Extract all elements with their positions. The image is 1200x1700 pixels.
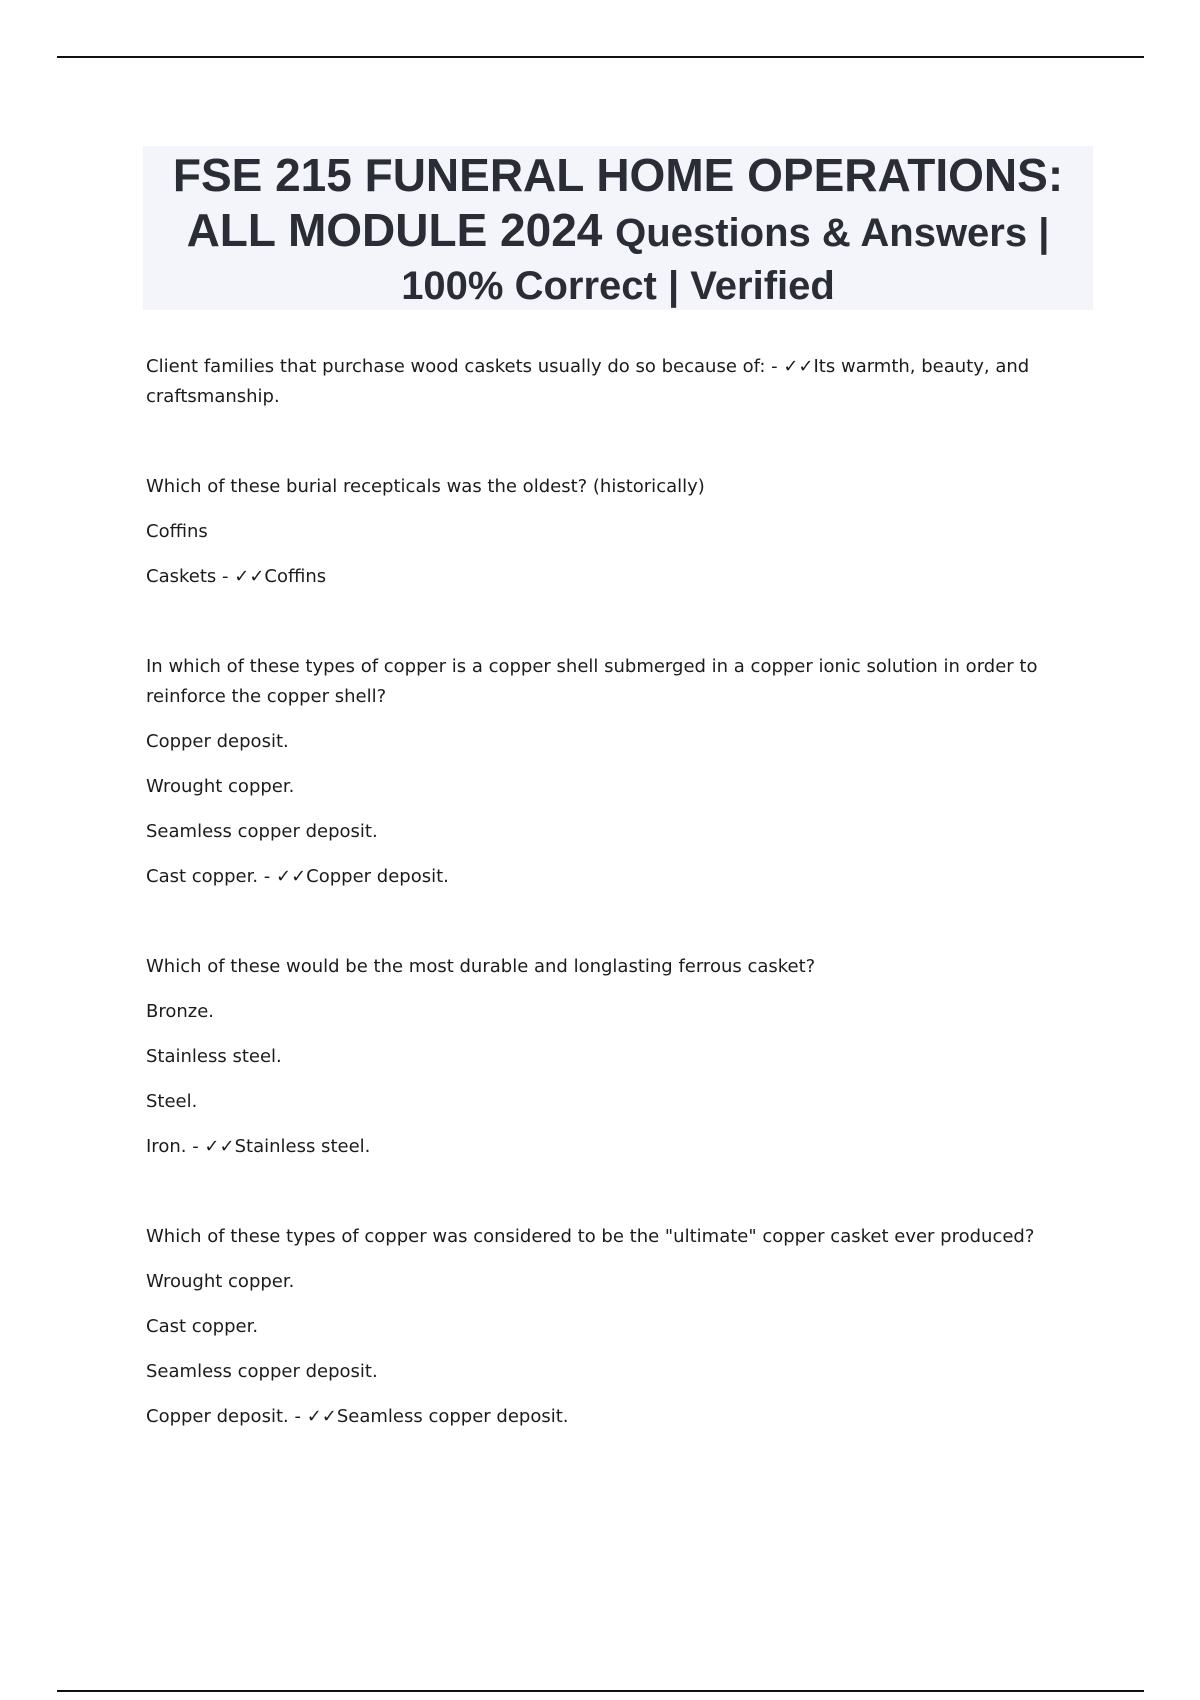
question-text: Which of these would be the most durable and longlasting ferrous casket? <box>146 956 816 977</box>
top-rule <box>57 56 1144 58</box>
answer-line: Cast copper. - ✓✓Copper deposit. <box>146 866 449 887</box>
title-line-1: FSE 215 FUNERAL HOME OPERATIONS: <box>172 149 1064 201</box>
answer-option: Stainless steel. <box>146 1046 282 1067</box>
bottom-rule <box>57 1690 1144 1692</box>
title-line-2-rest: Questions & Answers | <box>615 211 1050 255</box>
answer-line: Caskets - ✓✓Coffins <box>146 566 327 587</box>
qa-item <box>146 472 1076 592</box>
qa-item <box>146 652 1076 892</box>
qa-item <box>146 1222 1076 1432</box>
question-text: Which of these types of copper was considered to be the "ultimate" copper casket ever produced? <box>146 1226 1035 1247</box>
title-line-3: 100% Correct | Verified <box>401 264 835 308</box>
question-text: In which of these types of copper is a copper shell submerged in a copper ionic solution in order to reinforce the copper shell? <box>146 656 1038 707</box>
answer-option: Copper deposit. <box>146 731 289 752</box>
answer-line: Iron. - ✓✓Stainless steel. <box>146 1136 371 1157</box>
answer-option: Wrought copper. <box>146 776 295 797</box>
answer-option: Caskets <box>146 566 217 587</box>
correct-answer: ✓✓Copper deposit. <box>276 866 449 887</box>
answer-option: Seamless copper deposit. <box>146 1361 378 1382</box>
qa-item <box>146 952 1076 1162</box>
correct-answer: ✓✓Stainless steel. <box>204 1136 371 1157</box>
answer-option: Steel. <box>146 1091 198 1112</box>
answer-option: Seamless copper deposit. <box>146 821 378 842</box>
answer-option: Iron. <box>146 1136 187 1157</box>
question-text: Which of these burial recepticals was the oldest? (historically) <box>146 476 705 497</box>
answer-option: Bronze. <box>146 1001 215 1022</box>
title-line-2 <box>143 203 1093 261</box>
question-text: Client families that purchase wood caskets usually do so because of: - ✓✓Its warmth, beauty, and craftsmanship. <box>146 356 1030 407</box>
document-title <box>143 146 1093 310</box>
title-line-2-main: ALL MODULE 2024 <box>186 204 603 256</box>
answer-option: Cast copper. <box>146 866 259 887</box>
correct-answer: ✓✓Seamless copper deposit. <box>306 1406 569 1427</box>
answer-option: Wrought copper. <box>146 1271 295 1292</box>
answer-option: Cast copper. <box>146 1316 259 1337</box>
answer-option: Coffins <box>146 521 208 542</box>
correct-answer: ✓✓Coffins <box>234 566 327 587</box>
answer-line: Copper deposit. - ✓✓Seamless copper deposit. <box>146 1406 569 1427</box>
qa-list <box>146 352 1076 1432</box>
answer-option: Copper deposit. <box>146 1406 289 1427</box>
qa-item <box>146 352 1076 412</box>
